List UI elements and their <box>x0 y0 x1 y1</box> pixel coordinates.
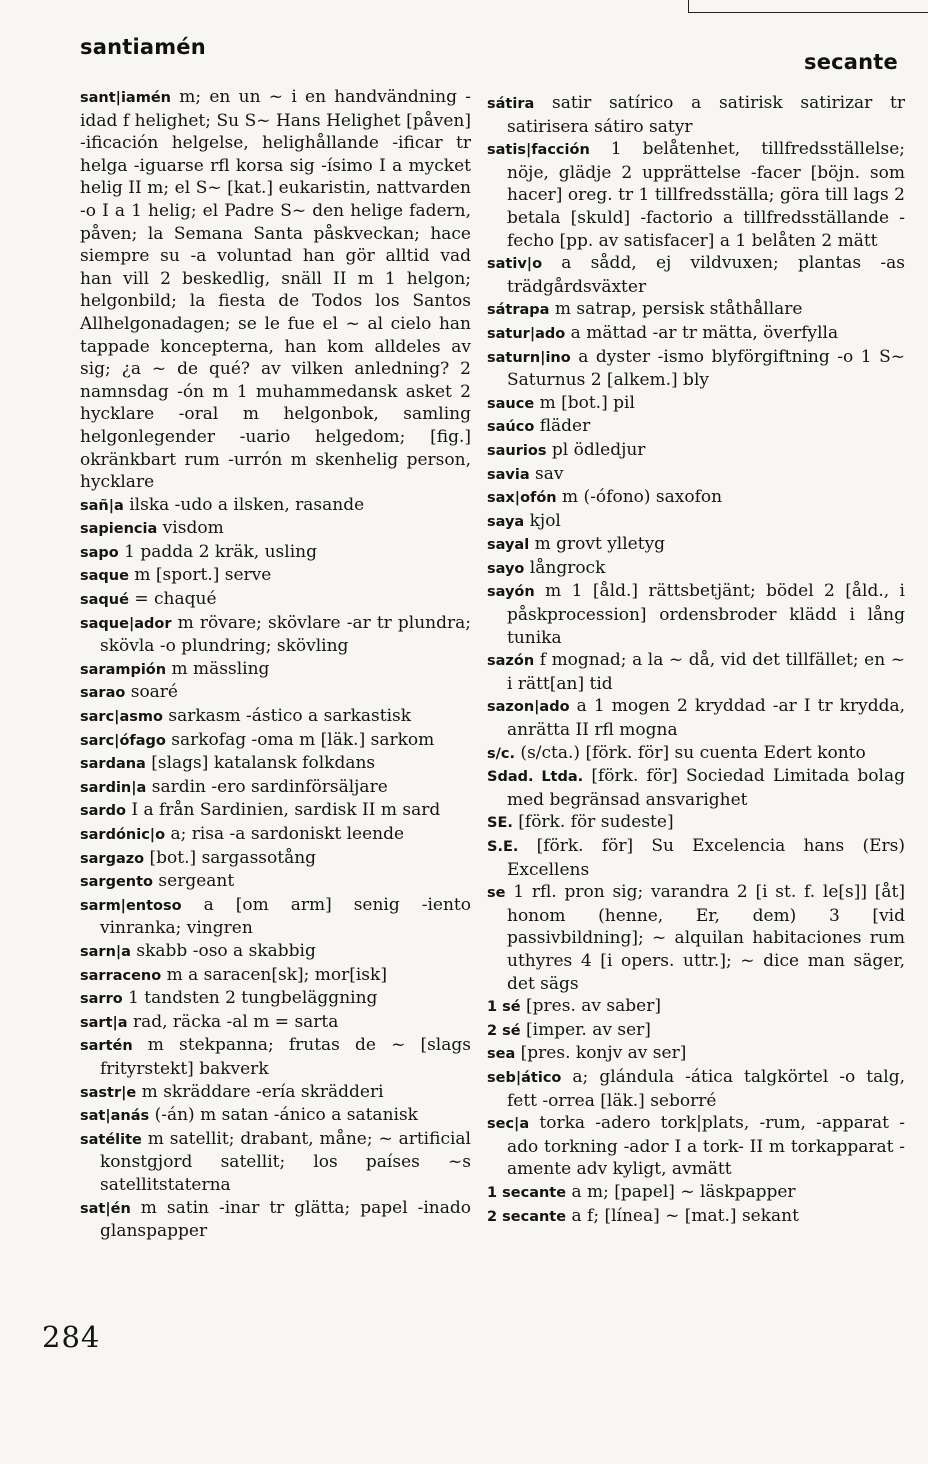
entry-definition: satir satírico a satirisk satirizar tr satirisera sátiro satyr <box>507 93 905 137</box>
entry-headword: 1 secante <box>487 1184 567 1201</box>
dictionary-entry <box>80 870 471 894</box>
dictionary-entry <box>80 987 471 1011</box>
entry-definition: soaré <box>125 682 178 703</box>
dictionary-entry <box>80 799 471 823</box>
entry-headword: saqué <box>80 592 129 609</box>
entry-headword: sargazo <box>80 850 145 867</box>
entry-definition: sardin -ero sardinförsäljare <box>146 776 388 797</box>
entry-headword: sastr|e <box>80 1084 137 1101</box>
entry-headword: sátrapa <box>487 302 550 319</box>
entry-headword: sapiencia <box>80 521 158 538</box>
dictionary-entry <box>487 486 905 510</box>
dictionary-entry <box>80 847 471 871</box>
entry-headword: sarraceno <box>80 967 162 984</box>
dictionary-entry <box>80 964 471 988</box>
entry-definition: a; risa -a sardoniskt leende <box>165 824 405 844</box>
entry-definition: sarkasm -ástico a sarkastisk <box>162 706 412 727</box>
entry-definition: m 1 [åld.] rättsbetjänt; bödel 2 [åld., i påskprocession] ordensbroder klädd i lång tunika <box>507 581 905 648</box>
entry-headword: 2 secante <box>487 1208 567 1225</box>
entry-definition: torka -adero tork|plats, -rum, -apparat -ado torkning -ador I a tork- II m torkapparat -amente adv kyligt, avmätt <box>507 1113 905 1180</box>
entry-headword: sañ|a <box>80 497 124 514</box>
entry-definition: = chaqué <box>128 589 217 610</box>
entry-headword: savia <box>487 466 530 483</box>
page-number: 284 <box>42 1320 101 1354</box>
dictionary-entry <box>487 695 905 741</box>
entry-definition: 1 padda 2 kräk, usling <box>118 541 317 562</box>
entry-definition: [bot.] sargassotång <box>144 847 317 868</box>
entry-headword: sarc|ófago <box>80 732 166 749</box>
dictionary-entry <box>80 541 471 565</box>
entry-headword: seb|ático <box>487 1069 562 1086</box>
dictionary-entry <box>487 1112 905 1181</box>
entry-headword: sart|a <box>80 1014 128 1031</box>
dictionary-entry <box>80 823 471 847</box>
entry-definition: f mognad; a la ~ då, vid det tillfället; en ~ i rätt[an] tid <box>507 650 905 694</box>
entry-headword: saque <box>80 568 129 585</box>
entry-definition: kjol <box>524 510 561 531</box>
entry-definition: a sådd, ej vildvuxen; plantas -as trädgårdsväxter <box>507 253 905 297</box>
entry-definition: [förk. för sudeste] <box>512 812 674 833</box>
entry-definition: m a saracen[sk]; mor[isk] <box>161 964 387 985</box>
dictionary-entry <box>487 415 905 439</box>
dictionary-entry <box>80 940 471 964</box>
entry-headword: sayo <box>487 560 525 577</box>
dictionary-entry <box>80 1128 471 1197</box>
dictionary-entry <box>487 252 905 298</box>
dictionary-entry <box>487 881 905 995</box>
entry-definition: [förk. för] Su Excelencia hans (Ers) Excellens <box>507 836 905 880</box>
entry-headword: S.E. <box>487 839 519 855</box>
dictionary-entry <box>487 463 905 487</box>
entry-definition: [pres. av saber] <box>520 996 661 1017</box>
dictionary-entry <box>487 835 905 881</box>
dictionary-entry <box>80 1197 471 1243</box>
dictionary-entry <box>487 1181 905 1205</box>
dictionary-entry <box>80 1104 471 1128</box>
entry-definition: [förk. för] Sociedad Limitada bolag med begränsad ansvarighet <box>507 766 905 810</box>
dictionary-entry <box>80 681 471 705</box>
dictionary-entry <box>80 1081 471 1105</box>
dictionary-entry <box>80 612 471 658</box>
entry-headword: sayal <box>487 537 530 554</box>
entry-definition: 1 rfl. pron sig; varandra 2 [i st. f. le[s]] [åt] honom (henne, Er, dem) 3 [vid passivbildning]; ~ alquilan habitaciones rum uthyres 4 [i opers. uttr.]; ~ dice man säger, det sägs <box>505 882 905 994</box>
dictionary-entry <box>80 588 471 612</box>
entry-definition: ilska -udo a ilsken, rasande <box>123 494 365 515</box>
entry-headword: sarampión <box>80 661 167 678</box>
dictionary-entry <box>487 649 905 695</box>
entry-headword: sargento <box>80 874 153 891</box>
entry-headword: sardónic|o <box>80 827 166 843</box>
entry-headword: sardo <box>80 803 126 820</box>
dictionary-entry <box>80 86 471 494</box>
entry-headword: se <box>487 885 506 902</box>
dictionary-entry <box>487 346 905 392</box>
entry-definition: a 1 mogen 2 kryddad -ar I tr krydda, anrätta II rfl mogna <box>507 696 905 741</box>
dictionary-entry <box>80 752 471 776</box>
entry-definition: a; glándula -ática talgkörtel -o talg, fett -orrea [läk.] seborré <box>507 1066 905 1111</box>
entry-headword: SE. <box>487 815 513 832</box>
dictionary-entry <box>487 1019 905 1043</box>
entry-headword: sazón <box>487 653 535 670</box>
entry-definition: m satrap, persisk ståthållare <box>549 299 803 320</box>
dictionary-entry <box>487 510 905 534</box>
entry-headword: sat|én <box>80 1200 131 1217</box>
entry-headword: sardana <box>80 756 146 773</box>
entry-definition: m; en un ~ i en handvändning -idad f helighet; Su S~ Hans Helighet [påven] -ificación helgelse, helighållande -ificar tr helga -iguarse rfl korsa sig -ísimo I a mycket helig II m; el S~ [kat.] eukaristin, nattvarden -o I a 1 helig; el Padre S~ den helige fadern, påven; la Semana Santa påskveckan; hace siempre su -a voluntad han gör alltid vad han vill 2 beskedlig, snäll II m 1 helgon; helgonbild; la fiesta de Todos los Santos Allhelgonadagen; se le fue el ~ al cielo han tappade koncepterna, han kom alldeles av sig; ¿a ~ de qué? av vilken anledning? 2 namnsdag -ón m 1 muhammedansk asket 2 hycklare -oral m helgonbok, samling helgonlegender -uario helgedom; [fig.] okränkbart rum -urrón m skenhelig person, hycklare <box>80 87 471 493</box>
entry-headword: saturn|ino <box>487 349 571 366</box>
entry-headword: sarc|asmo <box>80 709 163 726</box>
entry-headword: saya <box>487 513 525 530</box>
entry-definition: a f; [línea] ~ [mat.] sekant <box>566 1205 799 1226</box>
left-column <box>80 86 471 1243</box>
entry-definition: långrock <box>524 557 606 578</box>
entry-definition: a [om arm] senig -iento vinranka; vingren <box>100 894 471 939</box>
entry-definition: rad, räcka -al m = sarta <box>127 1011 339 1032</box>
entry-definition: m satin -inar tr glätta; papel -inado glanspapper <box>100 1197 471 1242</box>
entry-headword: sarn|a <box>80 943 131 960</box>
entry-definition: m [bot.] pil <box>534 392 635 413</box>
entry-headword: satis|facción <box>487 142 590 159</box>
entry-headword: sátira <box>487 96 535 112</box>
dictionary-entry <box>80 776 471 800</box>
dictionary-entry <box>80 494 471 518</box>
entry-headword: sec|a <box>487 1116 530 1133</box>
dictionary-entry <box>80 1034 471 1080</box>
dictionary-entry <box>487 1042 905 1066</box>
entry-headword: sea <box>487 1046 516 1063</box>
entry-definition: m stekpanna; frutas de ~ [slags frityrstekt] bakverk <box>100 1035 471 1079</box>
entry-definition: a mättad -ar tr mätta, överfylla <box>565 322 839 343</box>
dictionary-entry <box>487 995 905 1019</box>
entry-headword: sarao <box>80 685 126 702</box>
dictionary-entry <box>487 742 905 766</box>
entry-headword: sauce <box>487 395 535 412</box>
dictionary-entry <box>487 533 905 557</box>
entry-definition: fläder <box>534 416 591 437</box>
entry-definition: m rövare; skövlare -ar tr plundra; skövla -o plundring; skövling <box>100 612 471 657</box>
entry-headword: sarro <box>80 991 123 1008</box>
guide-word-left: santiamén <box>80 35 206 59</box>
entry-definition: (-án) m satan -ánico a satanisk <box>149 1105 418 1126</box>
dictionary-entry <box>80 894 471 940</box>
entry-definition: sav <box>529 463 564 484</box>
entry-definition: m mässling <box>166 658 270 679</box>
entry-headword: sartén <box>80 1038 133 1055</box>
dictionary-entry <box>487 392 905 416</box>
entry-definition: visdom <box>157 518 224 539</box>
entry-headword: sardin|a <box>80 779 147 796</box>
entry-headword: satélite <box>80 1131 142 1148</box>
entry-definition: [slags] katalansk folkdans <box>145 753 376 774</box>
entry-headword: Sdad. Ltda. <box>487 769 584 786</box>
entry-headword: satur|ado <box>487 325 566 342</box>
entry-headword: saúco <box>487 419 535 436</box>
entry-definition: a dyster -ismo blyförgiftning -o 1 S~ Saturnus 2 [alkem.] bly <box>507 346 905 391</box>
entry-definition: 1 tandsten 2 tungbeläggning <box>122 988 378 1009</box>
entry-headword: sayón <box>487 584 535 601</box>
dictionary-entry <box>487 811 905 835</box>
entry-headword: sat|anás <box>80 1108 150 1125</box>
entry-definition: a m; [papel] ~ läskpapper <box>566 1181 796 1202</box>
dictionary-entry <box>487 580 905 649</box>
dictionary-entry <box>487 557 905 581</box>
dictionary-entry <box>487 439 905 463</box>
entry-headword: s/c. <box>487 745 516 762</box>
dictionary-entry <box>487 298 905 322</box>
dictionary-entry <box>80 1011 471 1035</box>
entry-headword: sax|ofón <box>487 490 557 507</box>
entry-headword: sarm|entoso <box>80 897 182 914</box>
entry-headword: sant|iamén <box>80 90 171 106</box>
entry-headword: sapo <box>80 544 119 561</box>
entry-definition: m skräddare -ería skrädderi <box>136 1081 384 1102</box>
entry-definition: skabb -oso a skabbig <box>130 940 316 961</box>
dictionary-entry <box>487 765 905 811</box>
entry-definition: [imper. av ser] <box>520 1019 651 1040</box>
entry-definition: sarkofag -oma m [läk.] sarkom <box>165 729 435 750</box>
dictionary-entry <box>487 322 905 346</box>
dictionary-entry <box>80 729 471 753</box>
dictionary-entry <box>487 1205 905 1229</box>
entry-definition: 1 belåtenhet, tillfredsställelse; nöje, glädje 2 upprättelse -facer [böjn. som hacer] oreg. tr 1 tillfredsställa; göra till lags 2 betala [skuld] -factorio a tillfredsställande -fecho [pp. av satisfacer] a 1 belåten 2 mätt <box>507 139 905 251</box>
dictionary-entry <box>80 658 471 682</box>
entry-headword: sazon|ado <box>487 699 570 716</box>
dictionary-entry <box>80 564 471 588</box>
entry-headword: 2 sé <box>487 1022 521 1039</box>
entry-definition: pl ödledjur <box>546 439 646 460</box>
entry-headword: saque|ador <box>80 615 172 632</box>
entry-definition: m (-ófono) saxofon <box>556 487 723 508</box>
entry-headword: sativ|o <box>487 256 543 273</box>
entry-headword: 1 sé <box>487 999 521 1016</box>
entry-definition: (s/cta.) [förk. för] su cuenta Edert konto <box>515 742 866 763</box>
entry-definition: m [sport.] serve <box>128 565 272 586</box>
entry-definition: [pres. konjv av ser] <box>515 1043 687 1064</box>
entry-headword: saurios <box>487 442 547 459</box>
dictionary-entry <box>80 705 471 729</box>
entry-definition: m grovt ylletyg <box>529 534 666 555</box>
guide-word-right: secante <box>804 50 898 74</box>
entry-definition: m satellit; drabant, måne; ~ artificial konstgjord satellit; los países ~s satellitstaterna <box>100 1128 471 1195</box>
right-column <box>487 92 905 1228</box>
entry-definition: I a från Sardinien, sardisk II m sard <box>125 800 441 821</box>
dictionary-entry <box>487 92 905 138</box>
entry-definition: sergeant <box>153 871 235 892</box>
corner-rule <box>688 0 928 13</box>
dictionary-entry <box>80 517 471 541</box>
dictionary-entry <box>487 138 905 252</box>
dictionary-entry <box>487 1066 905 1112</box>
